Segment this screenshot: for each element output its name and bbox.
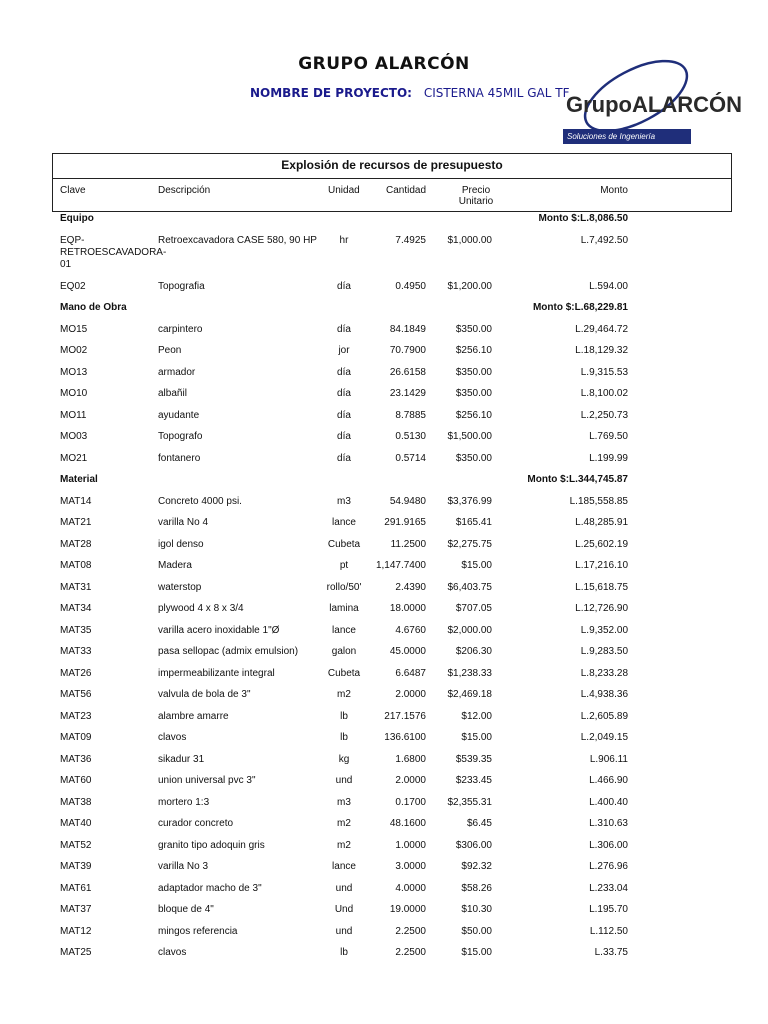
cell-unidad: und [335, 925, 353, 937]
cell-precio: $1,238.33 [447, 667, 492, 679]
cell-precio: $350.00 [455, 366, 492, 378]
col-header-descripcion: Descripción [158, 185, 211, 196]
cell-clave: MAT52 [60, 839, 92, 851]
company-title: GRUPO ALARCÓN [298, 54, 470, 74]
cell-unidad: día [337, 323, 351, 335]
cell-clave: MO03 [60, 431, 88, 442]
cell-monto: L.112.50 [589, 925, 628, 937]
cell-descripcion: clavos [158, 947, 187, 958]
cell-cantidad: 8.7885 [395, 409, 426, 421]
cell-precio: $165.41 [455, 517, 492, 528]
cell-precio: $1,200.00 [447, 280, 492, 292]
cell-monto: L.2,605.89 [580, 710, 628, 722]
cell-monto: L.9,283.50 [580, 646, 628, 657]
cell-monto: L.8,233.28 [580, 667, 628, 679]
cell-unidad: día [337, 452, 351, 464]
cell-clave: MAT28 [60, 538, 92, 550]
table-row [0, 560, 768, 574]
table-row [0, 431, 768, 445]
cell-cantidad: 217.1576 [384, 710, 426, 722]
table-row [0, 281, 768, 295]
cell-unidad: pt [339, 560, 349, 571]
cell-monto: L.594.00 [589, 280, 628, 292]
cell-descripcion: Topografia [158, 280, 205, 292]
cell-precio: $1,000.00 [447, 234, 492, 246]
cell-monto: L.18,129.32 [575, 345, 628, 356]
cell-precio: $2,275.75 [447, 538, 492, 550]
cell-cantidad: 1.6800 [395, 753, 426, 765]
cell-unidad: m3 [337, 495, 351, 507]
cell-clave: MAT21 [60, 517, 92, 528]
cell-cantidad: 7.4925 [395, 234, 426, 246]
table-row [0, 234, 768, 270]
col-header-monto: Monto [600, 185, 628, 196]
cell-precio: $12.00 [461, 710, 492, 722]
cell-clave: MO10 [60, 388, 88, 399]
cell-unidad: m3 [337, 796, 351, 808]
cell-descripcion: valvula de bola de 3" [158, 689, 251, 700]
table-row [0, 496, 768, 510]
cell-clave: MAT26 [60, 667, 92, 679]
cell-descripcion: Madera [158, 560, 192, 571]
cell-clave: MAT33 [60, 646, 92, 657]
cell-clave: MAT39 [60, 861, 92, 872]
cell-unidad: rollo/50' [326, 581, 362, 593]
cell-precio: $10.30 [461, 904, 492, 915]
cell-precio: $3,376.99 [447, 495, 492, 507]
table-row [0, 324, 768, 338]
cell-cantidad: 3.0000 [395, 861, 426, 872]
cell-unidad: Cubeta [327, 667, 361, 679]
cell-unidad: Cubeta [327, 538, 361, 550]
cell-unidad: Und [334, 904, 354, 915]
cell-descripcion: Concreto 4000 psi. [158, 495, 242, 507]
table-row [0, 711, 768, 725]
cell-cantidad: 19.0000 [389, 904, 426, 915]
cell-descripcion: carpintero [158, 323, 203, 335]
cell-monto: L.276.96 [589, 861, 628, 872]
table-row [0, 840, 768, 854]
table-row [0, 797, 768, 811]
cell-cantidad: 2.0000 [395, 775, 426, 786]
cell-unidad: galon [331, 646, 357, 657]
table-row [0, 453, 768, 467]
table-row [0, 883, 768, 897]
cell-clave: MO15 [60, 323, 88, 335]
cell-monto: L.29,464.72 [575, 323, 628, 335]
category-total: Monto $:L.344,745.87 [527, 474, 628, 485]
cell-monto: L.466.90 [589, 775, 628, 786]
cell-clave: MO02 [60, 345, 88, 356]
col-header-precio-line2: Unitario [458, 196, 494, 207]
cell-clave: MAT23 [60, 710, 92, 722]
cell-precio: $92.32 [461, 861, 492, 872]
table-row [0, 345, 768, 359]
cell-cantidad: 4.0000 [395, 882, 426, 894]
cell-cantidad: 0.5714 [395, 452, 426, 464]
col-header-precio-line1: Precio [461, 185, 491, 196]
cell-unidad: lb [340, 710, 348, 722]
cell-clave: MAT56 [60, 689, 92, 700]
cell-unidad: und [335, 882, 353, 894]
cell-cantidad: 1.0000 [395, 839, 426, 851]
cell-cantidad: 48.1600 [389, 818, 426, 829]
cell-precio: $15.00 [461, 732, 492, 743]
table-row [0, 367, 768, 381]
col-header-clave: Clave [60, 185, 86, 196]
cell-descripcion: clavos [158, 732, 187, 743]
cell-cantidad: 0.4950 [395, 280, 426, 292]
cell-precio: $707.05 [455, 603, 492, 614]
cell-descripcion: waterstop [158, 581, 202, 593]
cell-cantidad: 4.6760 [395, 624, 426, 636]
cell-precio: $2,469.18 [447, 689, 492, 700]
cell-unidad: lance [332, 861, 356, 872]
cell-precio: $6.45 [466, 818, 492, 829]
cell-clave: MAT37 [60, 904, 92, 915]
cell-monto: L.25,602.19 [575, 538, 628, 550]
cell-precio: $256.10 [455, 409, 492, 421]
cell-descripcion: bloque de 4" [158, 904, 214, 915]
table-row [0, 947, 768, 961]
cell-descripcion: curador concreto [158, 818, 234, 829]
table-row [0, 410, 768, 424]
cell-precio: $350.00 [455, 323, 492, 335]
cell-monto: L.2,250.73 [580, 409, 628, 421]
table-row [0, 603, 768, 617]
cell-descripcion: ayudante [158, 409, 200, 421]
cell-monto: L.9,315.53 [580, 366, 628, 378]
table-row [0, 818, 768, 832]
cell-clave: MAT12 [60, 925, 92, 937]
table-row [0, 926, 768, 940]
cell-clave: MAT08 [60, 560, 92, 571]
cell-descripcion: varilla acero inoxidable 1"Ø [158, 624, 280, 636]
cell-monto: L.8,100.02 [580, 388, 628, 399]
cell-monto: L.306.00 [589, 839, 628, 851]
cell-unidad: día [337, 409, 351, 421]
table-row [0, 539, 768, 553]
cell-monto: L.2,049.15 [580, 732, 628, 743]
cell-clave: MAT36 [60, 753, 92, 765]
category-total: Monto $:L.8,086.50 [538, 213, 628, 224]
cell-cantidad: 2.4390 [395, 581, 426, 593]
cell-precio: $233.45 [455, 775, 492, 786]
cell-cantidad: 11.2500 [390, 538, 426, 550]
cell-monto: L.7,492.50 [580, 234, 628, 246]
cell-precio: $306.00 [455, 839, 492, 851]
cell-monto: L.769.50 [589, 431, 628, 442]
cell-unidad: m2 [337, 818, 351, 829]
cell-descripcion: adaptador macho de 3" [158, 882, 262, 894]
cell-monto: L.185,558.85 [569, 495, 628, 507]
cell-clave: EQ02 [60, 280, 86, 292]
cell-precio: $15.00 [461, 560, 492, 571]
cell-descripcion: fontanero [158, 452, 201, 464]
cell-descripcion: armador [158, 366, 196, 378]
cell-cantidad: 2.2500 [395, 947, 426, 958]
table-row [0, 668, 768, 682]
cell-unidad: lance [332, 624, 356, 636]
cell-precio: $256.10 [455, 345, 492, 356]
cell-monto: L.48,285.91 [575, 517, 628, 528]
cell-precio: $350.00 [455, 452, 492, 464]
cell-unidad: día [337, 388, 351, 399]
cell-monto: L.17,216.10 [575, 560, 628, 571]
cell-precio: $1,500.00 [447, 431, 492, 442]
col-header-unidad: Unidad [328, 185, 360, 196]
project-label: NOMBRE DE PROYECTO: [250, 86, 412, 100]
table-row [0, 754, 768, 768]
cell-clave: MO11 [60, 409, 87, 421]
cell-unidad: hr [339, 234, 349, 246]
cell-precio: $6,403.75 [447, 581, 492, 593]
category-name: Material [60, 474, 98, 485]
cell-cantidad: 2.2500 [395, 925, 426, 937]
table-row [0, 775, 768, 789]
cell-unidad: kg [338, 753, 350, 765]
cell-unidad: lance [332, 517, 356, 528]
cell-cantidad: 23.1429 [389, 388, 426, 399]
cell-descripcion: varilla No 3 [158, 861, 209, 872]
cell-clave: MAT60 [60, 775, 92, 786]
cell-descripcion: pasa sellopac (admix emulsion) [158, 646, 299, 657]
cell-cantidad: 6.6487 [395, 667, 426, 679]
cell-unidad: und [335, 775, 353, 786]
category-total: Monto $:L.68,229.81 [532, 302, 628, 313]
cell-monto: L.4,938.36 [580, 689, 628, 700]
cell-clave: MAT14 [60, 495, 92, 507]
cell-cantidad: 84.1849 [389, 323, 426, 335]
cell-descripcion: igol denso [158, 538, 204, 550]
cell-cantidad: 54.9480 [389, 495, 426, 507]
cell-descripcion: albañil [158, 388, 187, 399]
cell-unidad: día [337, 431, 351, 442]
cell-monto: L.400.40 [589, 796, 628, 808]
cell-cantidad: 45.0000 [389, 646, 426, 657]
cell-clave: MO21 [60, 452, 88, 464]
cell-monto: L.9,352.00 [580, 624, 628, 636]
cell-descripcion: Peon [158, 345, 182, 356]
project-name: CISTERNA 45MIL GAL TF [423, 86, 570, 100]
cell-cantidad: 70.7900 [389, 345, 426, 356]
cell-clave: MAT25 [60, 947, 92, 958]
category-name: Mano de Obra [60, 302, 127, 313]
cell-cantidad: 136.6100 [384, 732, 426, 743]
col-header-cantidad: Cantidad [386, 185, 427, 196]
cell-monto: L.199.99 [589, 452, 628, 464]
table-row [0, 582, 768, 596]
cell-clave: EQP-RETROESCAVADORA-01 [60, 234, 167, 270]
cell-descripcion: union universal pvc 3" [158, 775, 256, 786]
cell-clave: MAT34 [60, 603, 92, 614]
cell-precio: $15.00 [461, 947, 492, 958]
cell-unidad: jor [338, 345, 350, 356]
cell-monto: L.12,726.90 [575, 603, 628, 614]
cell-clave: MAT09 [60, 732, 92, 743]
cell-cantidad: 2.0000 [395, 689, 426, 700]
cell-monto: L.310.63 [589, 818, 628, 829]
cell-descripcion: granito tipo adoquin gris [158, 839, 265, 851]
cell-unidad: lb [340, 947, 348, 958]
cell-precio: $58.26 [461, 882, 492, 894]
cell-clave: MO13 [60, 366, 88, 378]
cell-precio: $2,000.00 [447, 624, 492, 636]
cell-unidad: m2 [337, 689, 351, 700]
cell-unidad: día [337, 366, 351, 378]
cell-descripcion: mingos referencia [158, 925, 238, 937]
cell-cantidad: 0.5130 [395, 431, 426, 442]
table-row [0, 625, 768, 639]
cell-cantidad: 0.1700 [395, 796, 426, 808]
cell-precio: $539.35 [455, 753, 492, 765]
cell-monto: L.233.04 [589, 882, 628, 894]
table-row [0, 388, 768, 402]
table-title: Explosión de recursos de presupuesto [281, 158, 503, 172]
table-row [0, 646, 768, 660]
cell-descripcion: alambre amarre [158, 710, 229, 722]
cell-unidad: m2 [337, 839, 351, 851]
cell-cantidad: 18.0000 [389, 603, 426, 614]
cell-unidad: lamina [329, 603, 359, 614]
cell-cantidad: 291.9165 [384, 517, 426, 528]
cell-unidad: día [337, 280, 351, 292]
cell-monto: L.906.11 [589, 753, 628, 765]
cell-clave: MAT40 [60, 818, 92, 829]
cell-descripcion: impermeabilizante integral [158, 667, 275, 679]
table-row [0, 861, 768, 875]
table-row [0, 904, 768, 918]
cell-clave: MAT31 [60, 581, 92, 593]
cell-descripcion: varilla No 4 [158, 517, 209, 528]
cell-clave: MAT35 [60, 624, 92, 636]
cell-clave: MAT38 [60, 796, 92, 808]
cell-precio: $2,355.31 [447, 796, 492, 808]
cell-descripcion: plywood 4 x 8 x 3/4 [158, 603, 244, 614]
cell-monto: L.33.75 [594, 947, 628, 958]
cell-precio: $206.30 [455, 646, 492, 657]
cell-descripcion: Retroexcavadora CASE 580, 90 HP [158, 234, 317, 246]
category-name: Equipo [60, 213, 94, 224]
cell-monto: L.15,618.75 [575, 581, 628, 593]
cell-monto: L.195.70 [589, 904, 628, 915]
cell-unidad: lb [340, 732, 348, 743]
cell-cantidad: 1,147.7400 [375, 560, 426, 571]
cell-descripcion: sikadur 31 [158, 753, 205, 765]
table-row [0, 732, 768, 746]
cell-precio: $50.00 [461, 925, 492, 937]
cell-descripcion: mortero 1:3 [158, 796, 210, 808]
cell-precio: $350.00 [455, 388, 492, 399]
cell-descripcion: Topografo [158, 431, 203, 442]
logo-tagline: Soluciones de Ingeniería [563, 129, 691, 144]
cell-cantidad: 26.6158 [389, 366, 426, 378]
logo-wordmark: GrupoALARCÓN [566, 92, 742, 117]
table-row [0, 689, 768, 703]
table-row [0, 517, 768, 531]
cell-clave: MAT61 [60, 882, 92, 894]
